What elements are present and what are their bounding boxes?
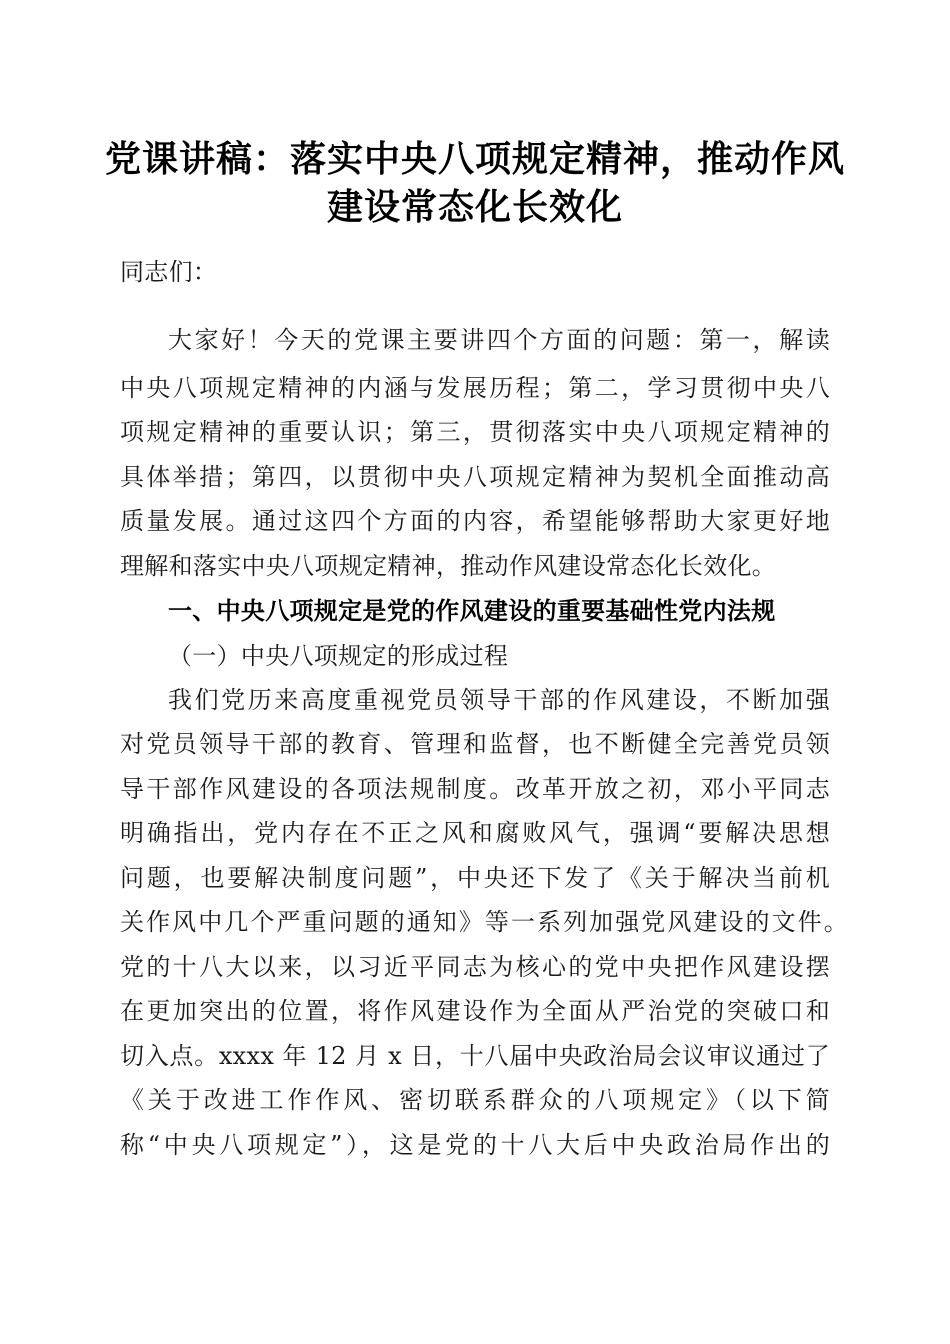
body-line: 党的十八大以来，以习近平同志为核心的党中央把作风建设摆	[120, 953, 830, 981]
document-title-line-2: 建设常态化长效化	[326, 187, 623, 228]
intro-line: 理解和落实中央八项规定精神，推动作风建设常态化长效化。	[120, 552, 777, 580]
document-title-line-1: 党课讲稿：落实中央八项规定精神，推动作风	[104, 139, 845, 180]
body-line: 对党员领导干部的教育、管理和监督，也不断健全完善党员领	[120, 730, 830, 758]
body-line: 关作风中几个严重问题的通知》等一系列加强党风建设的文件。	[120, 908, 848, 936]
body-line: 导干部作风建设的各项法规制度。改革开放之初，邓小平同志	[120, 775, 830, 803]
intro-line: 具体举措；第四，以贯彻中央八项规定精神为契机全面推动高	[120, 463, 830, 491]
body-line: 在更加突出的位置，将作风建设作为全面从严治党的突破口和	[120, 997, 830, 1025]
body-line: 称“中央八项规定”），这是党的十八大后中央政治局作出的	[120, 1131, 830, 1159]
body-line: 问题，也要解决制度问题”，中央还下发了《关于解决当前机	[120, 864, 830, 892]
body-line: 《关于改进工作作风、密切联系群众的八项规定》（以下简	[120, 1086, 830, 1114]
salutation: 同志们：	[120, 258, 218, 286]
body-line: 明确指出，党内存在不正之风和腐败风气，强调“要解决思想	[120, 819, 830, 847]
body-line: 切入点。xxxx 年 12 月 x 日，十八届中央政治局会议审议通过了	[120, 1042, 830, 1070]
intro-line: 质量发展。通过这四个方面的内容，希望能够帮助大家更好地	[120, 507, 830, 535]
intro-line: 项规定精神的重要认识；第三，贯彻落实中央八项规定精神的	[120, 418, 830, 446]
body-line: 我们党历来高度重视党员领导干部的作风建设，不断加强	[168, 686, 830, 714]
intro-line: 大家好！今天的党课主要讲四个方面的问题：第一，解读	[168, 326, 830, 354]
section-heading-1: 一、中央八项规定是党的作风建设的重要基础性党内法规	[168, 597, 776, 625]
intro-line: 中央八项规定精神的内涵与发展历程；第二，学习贯彻中央八	[120, 374, 830, 402]
section-heading-2: （一）中央八项规定的形成过程	[168, 642, 509, 670]
